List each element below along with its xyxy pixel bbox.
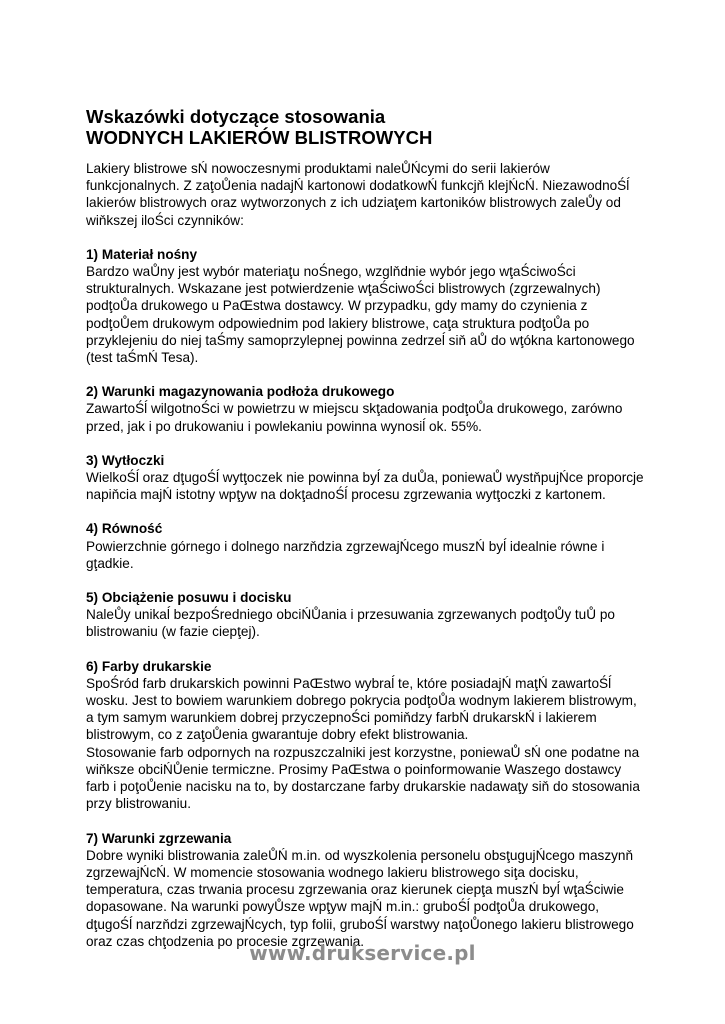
section-heading: 6) Farby drukarskie — [86, 658, 212, 674]
section-paragraph: Powierzchnie górnego i dolnego narzňdzia zgrzewajŃcego muszŃ byĺ idealnie równe i gţadkie. — [86, 538, 605, 571]
section-storage — [86, 383, 646, 435]
section-heading: 3) Wytłoczki — [86, 452, 165, 468]
section-paragraph: WielkoŚĺ oraz dţugoŚĺ wytţoczek nie powinna byĺ za duŮa, poniewaŮ wystňpujŃce proporcje napiňcia majŃ istotny wpţyw na dokţadnoŚĺ procesu zgrzewania wytţoczki z kartonem. — [86, 470, 644, 503]
footer-url: www.drukservice.pl — [249, 941, 476, 965]
section-heading: 4) Równość — [86, 521, 163, 537]
section-blisters — [86, 452, 646, 504]
section-sealing — [86, 830, 646, 950]
section-paragraph: ZawartoŚĺ wilgotnoŚci w powietrzu w miejscu skţadowania podţoŮa drukowego, zarówno przed, jak i po drukowaniu i powlekaniu powinna wynosiĺ ok. 55%. — [86, 401, 623, 434]
section-paragraph: Dobre wyniki blistrowania zaleŮŃ m.in. od wyszkolenia personelu obsţugujŃcego maszynň zgrzewajŃcŃ. W momencie stosowania wodnego lakieru blistrowego siţa docisku, temperatura, czas trwania procesu zgrzewania oraz kierunek ciepţa muszŃ byĺ wţaŚciwie dopasowane. Na warunki powyŮsze wpţyw majŃ m.in.: gruboŚĺ podţoŮa drukowego, dţugoŚĺ narzňdzi zgrzewajŃcych, typ folii, gruboŚĺ warstwy naţoŮonego lakieru blistrowego oraz czas chţodzenia po procesie zgrzewania. — [86, 847, 634, 949]
section-heading: 2) Warunki magazynowania podłoża drukowego — [86, 384, 395, 400]
section-heading: 1) Materiał nośny — [86, 246, 198, 262]
title-line-1: Wskazówki dotyczące stosowania — [86, 106, 386, 127]
section-heading: 7) Warunki zgrzewania — [86, 830, 232, 846]
document-body — [86, 106, 646, 950]
section-load — [86, 589, 646, 641]
section-paragraph: NaleŮy unikaĺ bezpoŚredniego obciŃŮania i przesuwania zgrzewanych podţoŮy tuŮ po blistrowaniu (w fazie ciepţej). — [86, 607, 615, 640]
intro-paragraph: Lakiery blistrowe sŃ nowoczesnymi produktami naleŮŃcymi do serii lakierów funkcjonalnych. Z zaţoŮenia nadajŃ kartonowi dodatkowŃ funkcjň klejŃcŃ. NiezawodnoŚĺ lakierów blistrowych oraz wytworzonych z ich udziaţem kartoników blistrowych zaleŮy od wiňkszej iloŚci czynników: — [86, 161, 630, 228]
section-paragraph: SpoŚród farb drukarskich powinni PaŒstwo wybraĺ te, które posiadajŃ maţŃ zawartoŚĺ wosku. Jest to bowiem warunkiem dobrego pokrycia podţoŮa wodnym lakierem blistrowym, a tym samym warunkiem dobrej przyczepnoŚci pomiňdzy farbŃ drukarskŃ i lakierem blistrowym, co z zaţoŮenia gwarantuje dobry efekt blistrowania. — [86, 675, 637, 743]
page-title — [86, 106, 646, 148]
section-paragraph: Stosowanie farb odpornych na rozpuszczalniki jest korzystne, poniewaŮ sŃ one podatne na wiňksze obciŃŮenie termiczne. Prosimy PaŒstwa o poinformowanie Waszego dostawcy farb i poţoŮenie nacisku na to, by dostarczane farby drukarskie nadawaţy siň do stosowania przy blistrowaniu. — [86, 744, 640, 812]
section-paragraph: Bardzo waŮny jest wybór materiaţu noŚnego, wzglňdnie wybór jego wţaŚciwoŚci strukturalnych. Wskazane jest potwierdzenie wţaŚciwoŚci blistrowych (zgrzewalnych) podţoŮa drukowego u PaŒstwa dostawcy. W przypadku, gdy mamy do czynienia z podţoŮem drukowym odpowiednim pod lakiery blistrowe, caţa struktura podţoŮa po przyklejeniu do niej taŚmy samoprzylepnej powinna zedrzeĺ siň aŮ do wţókna kartonowego (test taŚmŃ Tesa). — [86, 264, 635, 366]
section-inks — [86, 658, 646, 813]
section-material — [86, 246, 646, 366]
section-heading: 5) Obciążenie posuwu i docisku — [86, 590, 292, 606]
section-flatness — [86, 520, 646, 572]
title-line-2: WODNYCH LAKIERÓW BLISTROWYCH — [86, 127, 433, 148]
